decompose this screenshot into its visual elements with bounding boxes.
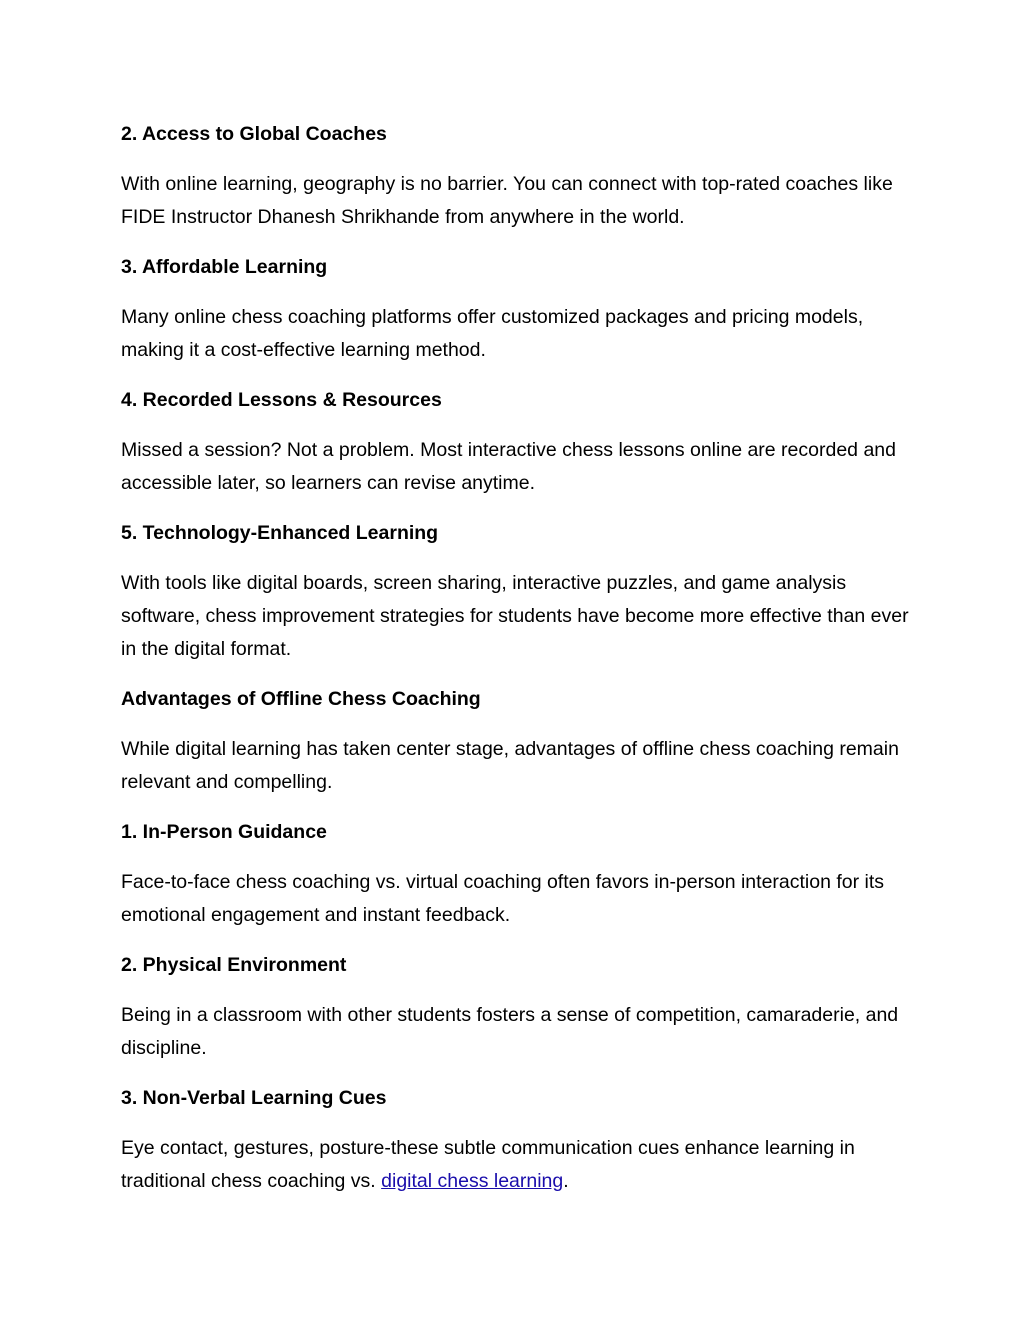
section-body-global-coaches: With online learning, geography is no barrier. You can connect with top-rated coaches like FIDE Instructor Dhanesh Shrikhande from anywhere in the world.: [121, 173, 893, 228]
section-heading-recorded-lessons: 4. Recorded Lessons & Resources: [121, 389, 442, 411]
section-body-technology-enhanced: With tools like digital boards, screen sharing, interactive puzzles, and game analysis software, chess improvement strategies for students have become more effective than ever in the digital format.: [121, 572, 909, 660]
section-heading-global-coaches: 2. Access to Global Coaches: [121, 123, 387, 145]
body-text-before-link: Eye contact, gestures, posture-these subtle communication cues enhance learning in traditional chess coaching vs.: [121, 1137, 855, 1192]
section-body-non-verbal-cues: [121, 1132, 911, 1198]
section-heading-non-verbal-cues: 3. Non-Verbal Learning Cues: [121, 1087, 387, 1109]
digital-chess-learning-link[interactable]: digital chess learning: [381, 1170, 564, 1192]
section-body-recorded-lessons: Missed a session? Not a problem. Most interactive chess lessons online are recorded and accessible later, so learners can revise anytime.: [121, 439, 896, 494]
section-body-physical-environment: Being in a classroom with other students fosters a sense of competition, camaraderie, and discipline.: [121, 1004, 899, 1059]
section-heading-offline-advantages: Advantages of Offline Chess Coaching: [121, 688, 481, 710]
body-text-after-link: .: [563, 1170, 569, 1192]
section-heading-in-person-guidance: 1. In-Person Guidance: [121, 821, 327, 843]
section-body-offline-advantages: While digital learning has taken center stage, advantages of offline chess coaching remain relevant and compelling.: [121, 738, 899, 793]
section-heading-technology-enhanced: 5. Technology-Enhanced Learning: [121, 522, 439, 544]
section-heading-physical-environment: 2. Physical Environment: [121, 954, 347, 976]
section-body-affordable-learning: Many online chess coaching platforms offer customized packages and pricing models, making it a cost-effective learning method.: [121, 306, 864, 361]
document-page: [121, 118, 911, 1215]
section-heading-affordable-learning: 3. Affordable Learning: [121, 256, 328, 278]
section-body-in-person-guidance: Face-to-face chess coaching vs. virtual coaching often favors in-person interaction for its emotional engagement and instant feedback.: [121, 871, 885, 926]
